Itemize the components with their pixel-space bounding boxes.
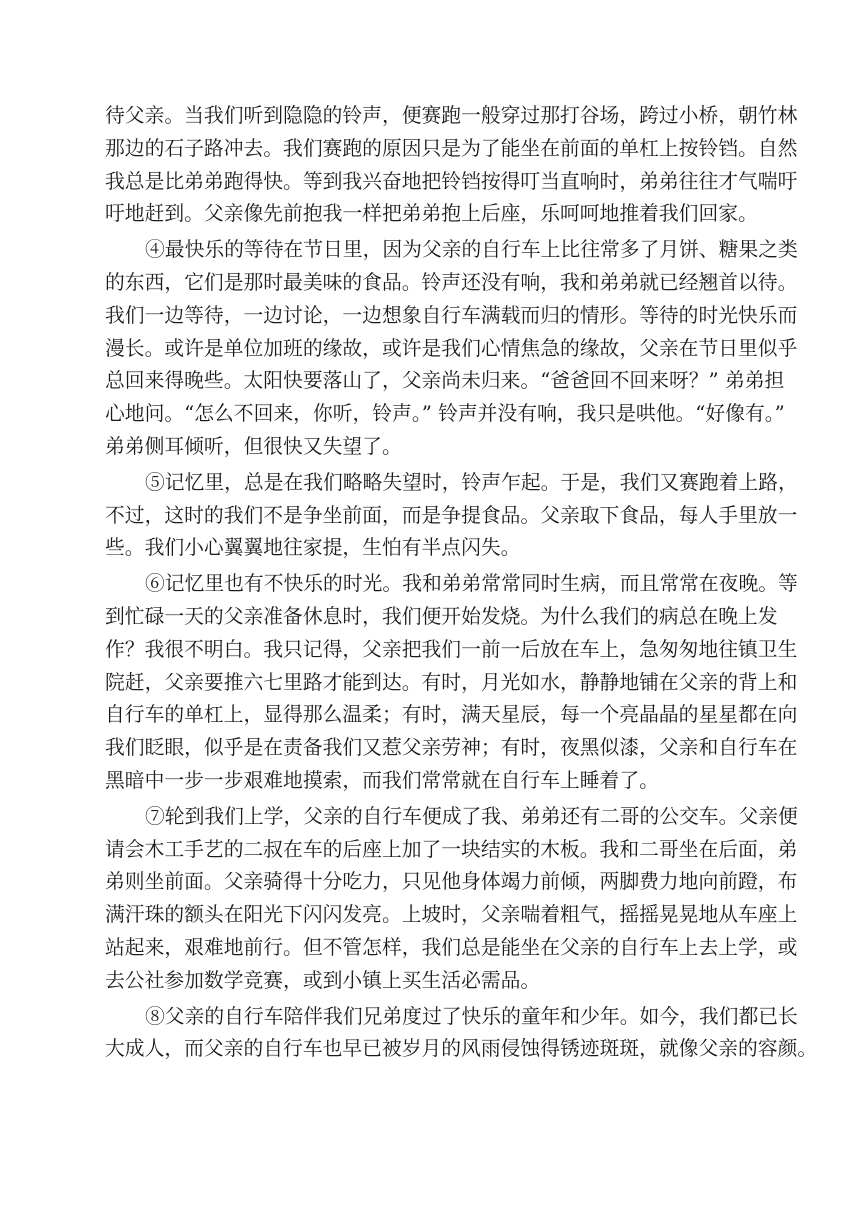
text-line: 漫长。或许是单位加班的缘故，或许是我们心情焦急的缘故，父亲在节日里似乎 [105, 336, 798, 360]
paragraph-7 [105, 801, 798, 998]
text-line: 待父亲。当我们听到隐隐的铃声，便赛跑一般穿过那打谷场，跨过小桥，朝竹林 [105, 104, 798, 127]
text-line: 我总是比弟弟跑得快。等到我兴奋地把铃铛按得叮当直响时，弟弟往往才气喘吁 [105, 169, 798, 193]
text-line: 的东西，它们是那时最美味的食品。铃声还没有响，我和弟弟就已经翘首以待。 [105, 270, 798, 294]
text-line: ⑧父亲的自行车陪伴我们兄弟度过了快乐的童年和少年。如今，我们都已长 [145, 1004, 798, 1028]
paragraph-8 [105, 1001, 818, 1067]
text-line: 些。我们小心翼翼地往家提，生怕有半点闪失。 [105, 536, 521, 560]
text-line: ⑤记忆里，总是在我们略略失望时，铃声乍起。于是，我们又赛跑着上路， [145, 470, 798, 494]
text-line: 请会木工手艺的二叔在车的后座上加了一块结实的木板。我和二哥坐在后面，弟 [105, 837, 798, 861]
text-line: 大成人，而父亲的自行车也早已被岁月的风雨侵蚀得锈迹斑斑，就像父亲的容颜。 [105, 1037, 818, 1061]
text-line: 总回来得晚些。太阳快要落山了，父亲尚未归来。“爸爸回不回来呀？” 弟弟担 [105, 369, 785, 393]
text-line: 我们眨眼，似乎是在责备我们又惹父亲劳神；有时，夜黑似漆，父亲和自行车在 [105, 736, 798, 760]
text-line: 自行车的单杠上，显得那么温柔；有时，满天星辰，每一个亮晶晶的星星都在向 [105, 703, 798, 727]
paragraph-5 [105, 467, 798, 565]
text-line: 心地问。“怎么不回来，你听，铃声。” 铃声并没有响，我只是哄他。“好像有。” [105, 402, 785, 426]
paragraph-continuation [105, 100, 798, 231]
text-line: ⑦轮到我们上学，父亲的自行车便成了我、弟弟还有二哥的公交车。父亲便 [145, 804, 798, 828]
text-line: ④最快乐的等待在节日里，因为父亲的自行车上比往常多了月饼、糖果之类 [145, 238, 798, 262]
text-line: 吁地赶到。父亲像先前抱我一样把弟弟抱上后座，乐呵呵地推着我们回家。 [105, 202, 758, 226]
text-line: 站起来，艰难地前行。但不管怎样，我们总是能坐在父亲的自行车上去上学，或 [105, 935, 798, 959]
document-body [105, 100, 818, 1069]
text-line: 不过，这时的我们不是争坐前面，而是争提食品。父亲取下食品，每人手里放一 [105, 503, 798, 527]
text-line: 黑暗中一步一步艰难地摸索，而我们常常就在自行车上睡着了。 [105, 768, 659, 792]
text-line: 弟弟侧耳倾听，但很快又失望了。 [105, 434, 402, 458]
text-line: 满汗珠的额头在阳光下闪闪发亮。上坡时，父亲喘着粗气，摇摇晃晃地从车座上 [105, 903, 798, 927]
text-line: 院赶，父亲要推六七里路才能到达。有时，月光如水，静静地铺在父亲的背上和 [105, 670, 798, 694]
text-line: 作？我很不明白。我只记得，父亲把我们一前一后放在车上，急匆匆地往镇卫生 [105, 637, 798, 661]
text-line: 去公社参加数学竞赛，或到小镇上买生活必需品。 [105, 968, 541, 992]
paragraph-6 [105, 568, 798, 798]
text-line: 到忙碌一天的父亲准备休息时，我们便开始发烧。为什么我们的病总在晚上发 [105, 604, 778, 628]
paragraph-4 [105, 234, 798, 464]
text-line: 我们一边等待，一边讨论，一边想象自行车满载而归的情形。等待的时光快乐而 [105, 303, 798, 327]
text-line: 那边的石子路冲去。我们赛跑的原因只是为了能坐在前面的单杠上按铃铛。自然 [105, 136, 798, 160]
text-line: 弟则坐前面。父亲骑得十分吃力，只见他身体竭力前倾，两脚费力地向前蹬，布 [105, 870, 798, 894]
text-line: ⑥记忆里也有不快乐的时光。我和弟弟常常同时生病，而且常常在夜晚。等 [145, 572, 798, 596]
